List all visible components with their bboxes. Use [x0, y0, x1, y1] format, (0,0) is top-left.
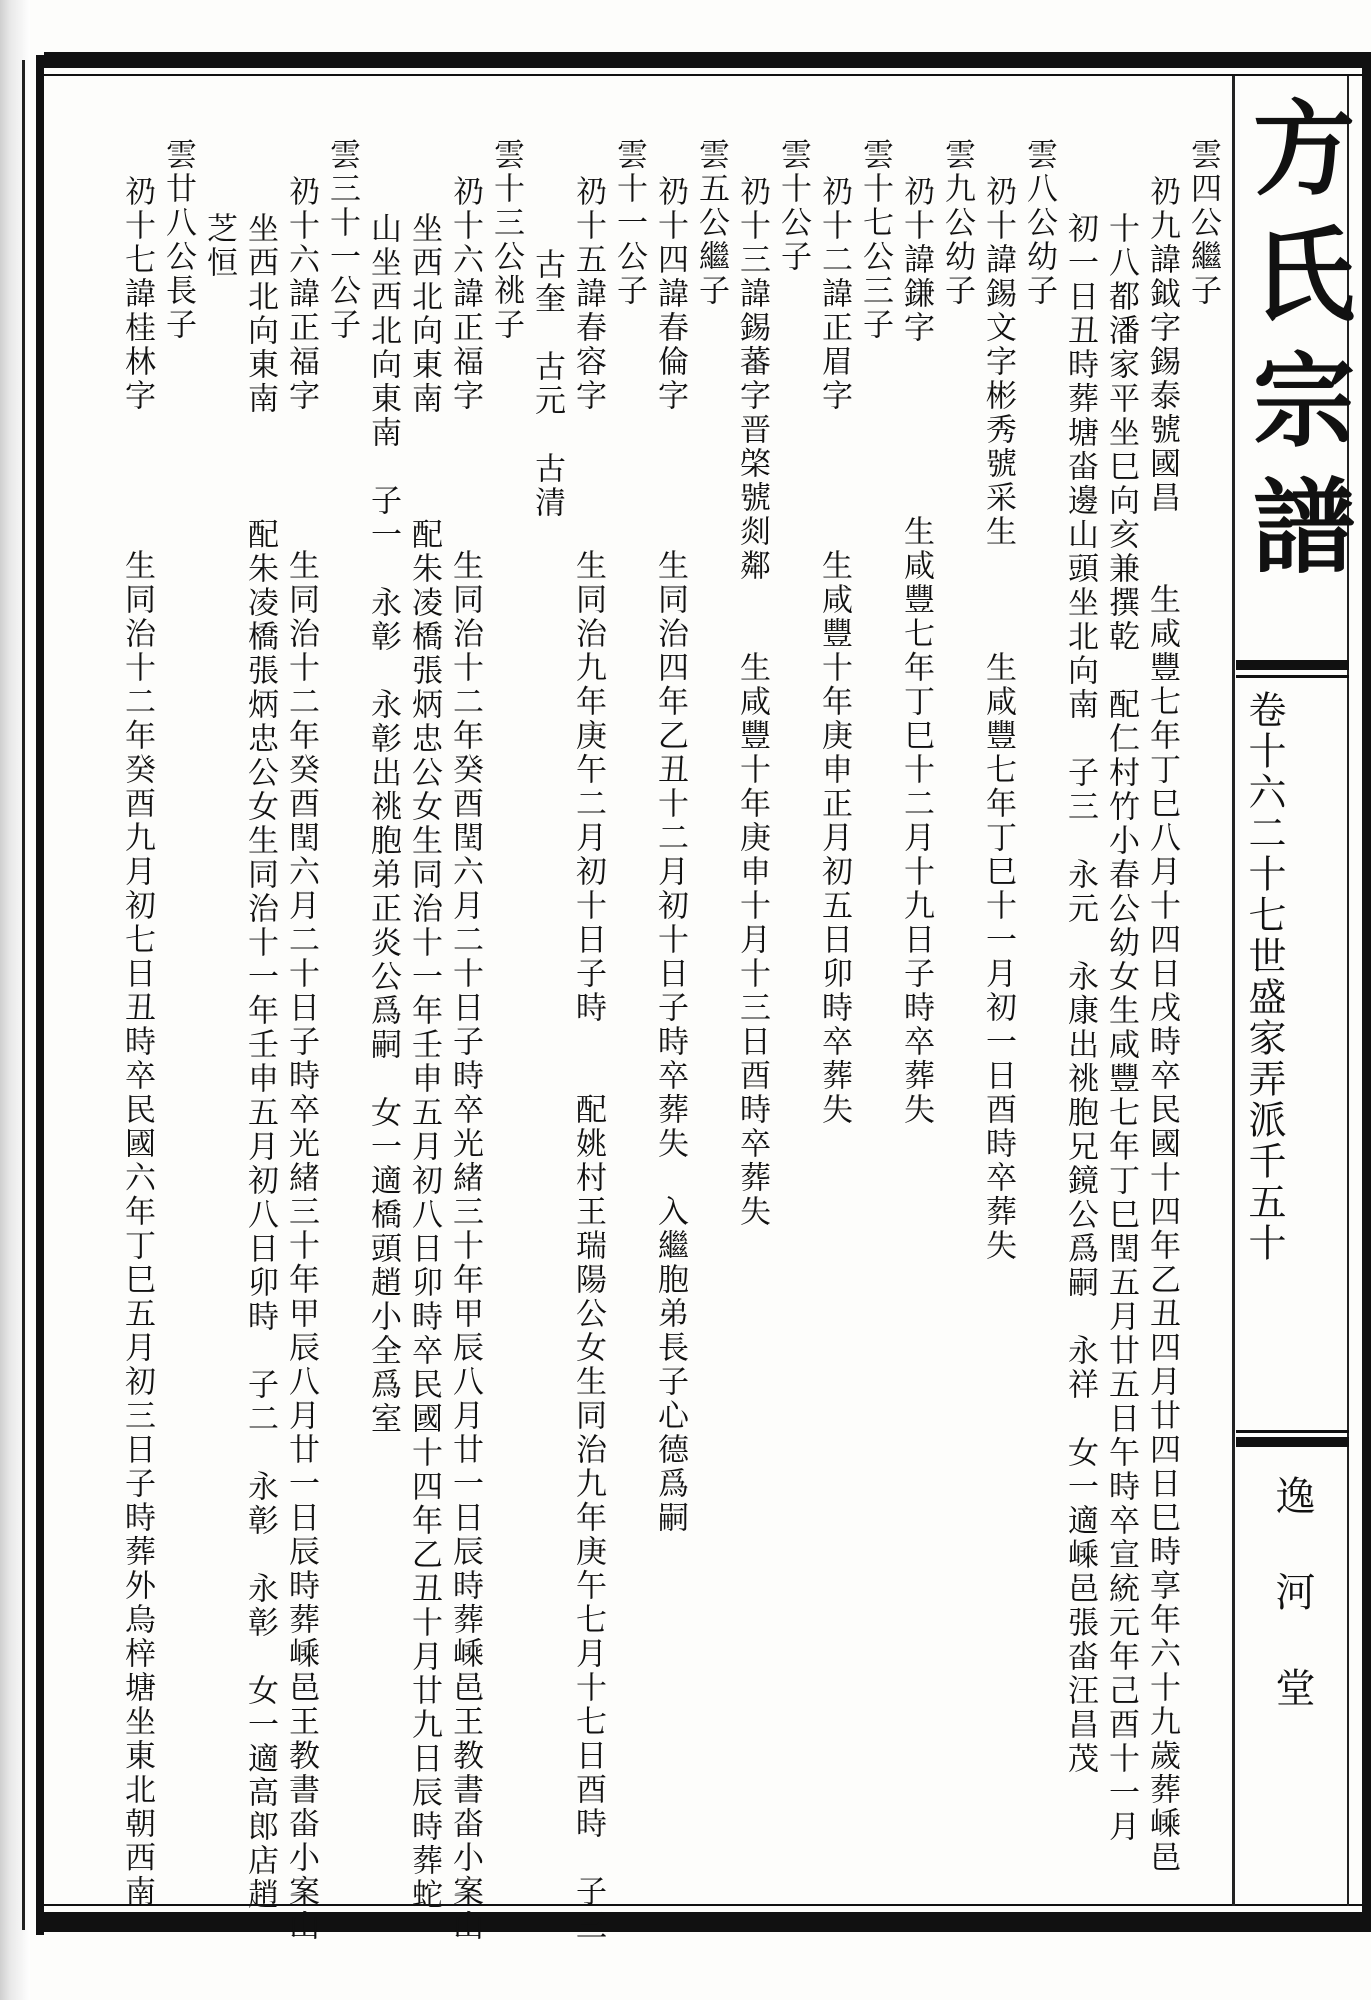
generation-label: 二十七世 [1242, 813, 1286, 977]
text-column: 雲三十一公子 [324, 138, 360, 342]
binding-edge [0, 0, 30, 2000]
title-rule [1236, 660, 1349, 670]
text-column: 初一日丑時葬塘畓邊山頭坐北向南 子三 永元 永康出祧胞兄鏡公爲嗣 永祥 女一適嵊邑張畓汪昌茂 [1062, 212, 1098, 1776]
text-column: 坐西北向東南 配朱凌橋張炳忠公女生同治十一年壬申五月初八日卯時 子二 永彰 永彰 女一適高郎店趙 [242, 212, 278, 1912]
binding-line [22, 60, 25, 1930]
title-rule [1236, 675, 1349, 678]
book-title: 方氏宗譜 [1236, 95, 1355, 599]
text-column: 礽九諱鉞字錫泰號國昌 生咸豐七年丁巳八月十四日戌時卒民國十四年乙丑四月廿四日巳時享年六十九歲葬嵊邑 [1144, 175, 1180, 1875]
text-column: 雲四公繼子 [1185, 138, 1221, 308]
page-number: 千五十 [1242, 1141, 1286, 1264]
text-column: 礽十諱錫文字彬秀號采生 生咸豐七年丁巳十一月初一日酉時卒葬失 [980, 175, 1016, 1263]
text-column: 礽十二諱正眉字 生咸豐十年庚申正月初五日卯時卒葬失 [816, 175, 852, 1127]
binding-border [36, 55, 44, 1935]
branch-label: 盛家弄派 [1242, 977, 1286, 1141]
text-column: 雲十三公祧子 [488, 138, 524, 342]
frame-top-rule [44, 74, 1371, 76]
text-column: 礽十六諱正福字 生同治十二年癸酉閏六月二十日子時卒光緒三十年甲辰八月廿一日辰時葬嵊邑王教書畓小案山 [283, 175, 319, 1943]
frame-bottom-border [44, 1912, 1371, 1932]
text-column: 芝恒 [201, 212, 237, 280]
frame-top-border [44, 52, 1371, 68]
text-column: 雲十公子 [775, 138, 811, 274]
text-column: 礽十四諱春倫字 生同治四年乙丑十二月初十日子時卒葬失 入繼胞弟長子心德爲嗣 [652, 175, 688, 1535]
text-column: 十八都潘家平坐巳向亥兼撰乾 配仁村竹小春公幼女生咸豐七年丁巳閏五月廿五日午時卒宣統元年己酉十一月 [1103, 212, 1139, 1844]
genealogy-body [119, 138, 1223, 1943]
text-column: 山坐西北向東南 子一 永彰 永彰出祧胞弟正炎公爲嗣 女一適橋頭趙小全爲室 [365, 212, 401, 1436]
text-column: 坐西北向東南 配朱凌橋張炳忠公女生同治十一年壬申五月初八日卯時卒民國十四年乙丑十月廿九日辰時葬蛇 [406, 212, 442, 1912]
text-column: 礽十七諱桂林字 生同治十二年癸酉九月初七日丑時卒民國六年丁巳五月初三日子時葬外烏梓塘坐東北朝西南 [119, 175, 155, 1909]
text-column: 雲五公繼子 [693, 138, 729, 308]
volume-info [1244, 690, 1340, 1420]
text-column: 雲十一公子 [611, 138, 647, 308]
frame-right-border [1362, 52, 1371, 1932]
text-column: 礽十諱鎌字 生咸豐七年丁巳十二月十九日子時卒葬失 [898, 175, 934, 1127]
hall-name: 逸河堂 [1269, 1475, 1315, 1763]
text-column: 礽十三諱錫蕃字晋棨號剡鄰 生咸豐十年庚申十月十三日酉時卒葬失 [734, 175, 770, 1229]
volume-number: 卷十六 [1242, 690, 1286, 813]
text-column: 礽十五諱春容字 生同治九年庚午二月初十日子時 配姚村王瑞陽公女生同治九年庚午七月十七日酉時 子三 [570, 175, 606, 1943]
text-column: 礽十六諱正福字 生同治十二年癸酉閏六月二十日子時卒光緒三十年甲辰八月廿一日辰時葬嵊邑王教書畓小案山 [447, 175, 483, 1943]
text-column: 古奎 古元 古清 [529, 248, 565, 520]
hall-rule [1236, 1430, 1349, 1433]
text-column: 雲廿八公長子 [160, 138, 196, 342]
hall-rule [1236, 1437, 1349, 1447]
text-column: 雲十七公三子 [857, 138, 893, 342]
text-column: 雲九公幼子 [939, 138, 975, 308]
text-column: 雲八公幼子 [1021, 138, 1057, 308]
